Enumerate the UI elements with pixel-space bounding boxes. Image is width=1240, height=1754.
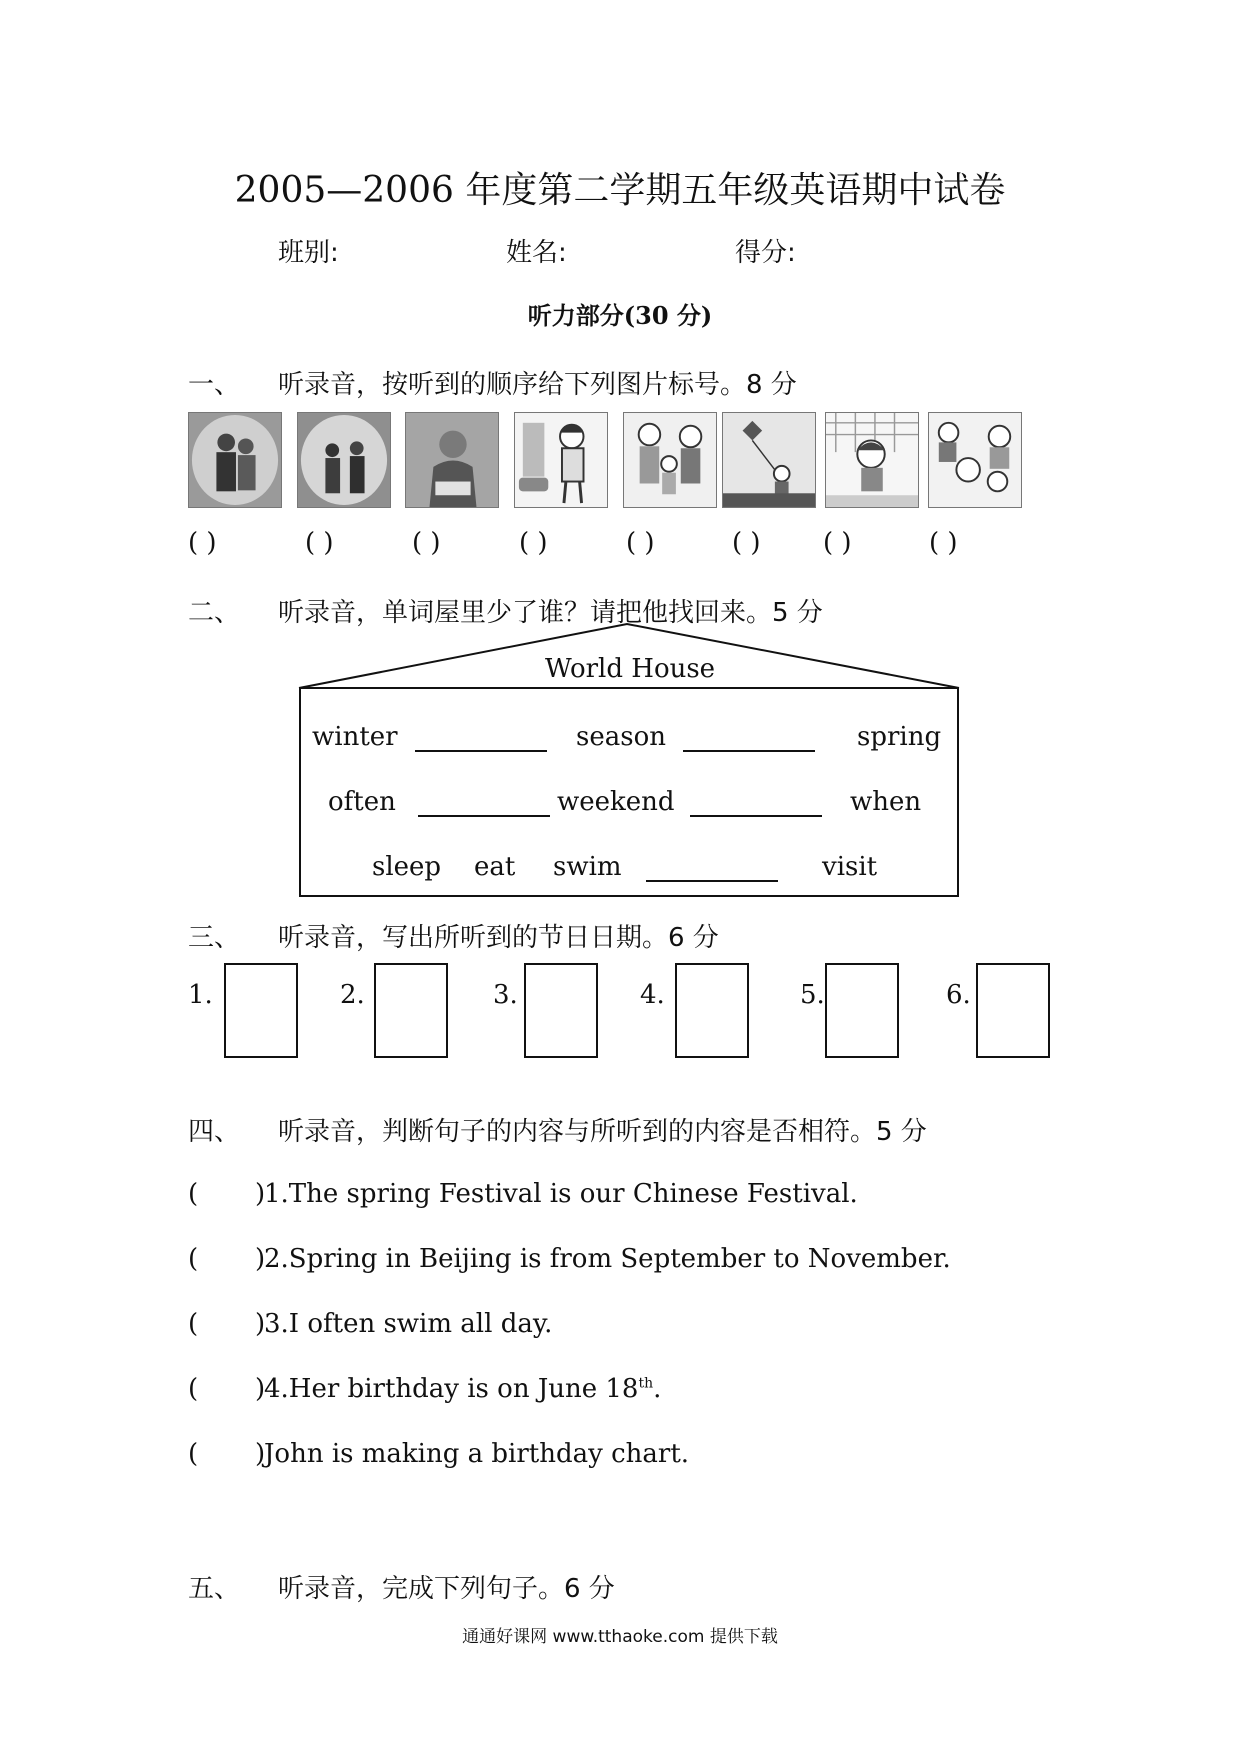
date-number-3: 3. xyxy=(493,980,518,1010)
statement-4-superscript: th xyxy=(638,1375,654,1392)
statement-close-paren: ) xyxy=(255,1439,266,1469)
date-box-5[interactable] xyxy=(825,963,899,1058)
date-box-3[interactable] xyxy=(524,963,598,1058)
date-box-6[interactable] xyxy=(976,963,1050,1058)
cartoon-children-icon xyxy=(928,412,1022,508)
word-blank[interactable] xyxy=(690,815,822,817)
section-1-instruction: 听录音，按听到的顺序给下列图片标号。8 分 xyxy=(278,370,797,400)
photo-couple-icon xyxy=(188,412,282,508)
word-spring: spring xyxy=(857,722,942,752)
word-blank[interactable] xyxy=(683,750,815,752)
date-number-4: 4. xyxy=(640,980,665,1010)
class-label: 班别: xyxy=(278,238,339,268)
date-box-4[interactable] xyxy=(675,963,749,1058)
cartoon-kite-icon xyxy=(722,412,816,508)
name-label: 姓名: xyxy=(506,238,567,268)
section-5-number: 五、 xyxy=(188,1574,241,1604)
score-label: 得分: xyxy=(735,238,796,268)
word-house-title: World House xyxy=(545,654,716,684)
photo-people-icon xyxy=(297,412,391,508)
word-season: season xyxy=(576,722,666,752)
word-swim: swim xyxy=(553,852,622,882)
statement-2: 2.Spring in Beijing is from September to November. xyxy=(264,1244,951,1274)
statement-open-paren: ( xyxy=(188,1309,199,1339)
word-when: when xyxy=(850,787,922,817)
answer-paren-8: ( ) xyxy=(929,528,958,558)
word-visit: visit xyxy=(822,852,878,882)
date-box-1[interactable] xyxy=(224,963,298,1058)
statement-open-paren: ( xyxy=(188,1244,199,1274)
statement-3: 3.I often swim all day. xyxy=(264,1309,553,1339)
date-number-5: 5. xyxy=(800,980,825,1010)
statement-4 xyxy=(264,1374,661,1404)
statement-4-text: 4.Her birthday is on June 18 xyxy=(264,1374,639,1404)
cartoon-girl-snow-icon xyxy=(825,412,919,508)
word-sleep: sleep xyxy=(372,852,442,882)
section-1-number: 一、 xyxy=(188,370,241,400)
statement-open-paren: ( xyxy=(188,1439,199,1469)
photo-girl-reading-icon xyxy=(405,412,499,508)
word-often: often xyxy=(328,787,396,817)
footer-watermark: 通通好课网 www.tthaoke.com 提供下载 xyxy=(462,1627,778,1647)
date-number-2: 2. xyxy=(340,980,365,1010)
section-2-number: 二、 xyxy=(188,598,241,628)
answer-paren-2: ( ) xyxy=(305,528,334,558)
statement-close-paren: ) xyxy=(255,1309,266,1339)
statement-close-paren: ) xyxy=(255,1244,266,1274)
answer-paren-5: ( ) xyxy=(626,528,655,558)
word-winter: winter xyxy=(312,722,398,752)
section-4-instruction: 听录音，判断句子的内容与所听到的内容是否相符。5 分 xyxy=(278,1117,927,1147)
date-number-6: 6. xyxy=(946,980,971,1010)
statement-5: John is making a birthday chart. xyxy=(264,1439,690,1469)
word-blank[interactable] xyxy=(415,750,547,752)
section-3-number: 三、 xyxy=(188,923,241,953)
answer-paren-3: ( ) xyxy=(412,528,441,558)
section-3-instruction: 听录音，写出所听到的节日日期。6 分 xyxy=(278,923,719,953)
section-2-instruction: 听录音，单词屋里少了谁？请把他找回来。5 分 xyxy=(278,598,823,628)
cartoon-girl-street-icon xyxy=(514,412,608,508)
page-title: 2005—2006 年度第二学期五年级英语期中试卷 xyxy=(234,170,1006,211)
word-blank[interactable] xyxy=(646,880,778,882)
cartoon-family-icon xyxy=(623,412,717,508)
statement-open-paren: ( xyxy=(188,1179,199,1209)
statement-open-paren: ( xyxy=(188,1374,199,1404)
date-box-2[interactable] xyxy=(374,963,448,1058)
section-4-number: 四、 xyxy=(188,1117,241,1147)
statement-close-paren: ) xyxy=(255,1374,266,1404)
word-weekend: weekend xyxy=(557,787,675,817)
answer-paren-7: ( ) xyxy=(823,528,852,558)
word-eat: eat xyxy=(474,852,516,882)
statement-4-period: . xyxy=(653,1374,662,1404)
section-subtitle: 听力部分(30 分) xyxy=(527,301,713,330)
answer-paren-4: ( ) xyxy=(519,528,548,558)
statement-close-paren: ) xyxy=(255,1179,266,1209)
answer-paren-6: ( ) xyxy=(732,528,761,558)
section-5-instruction: 听录音，完成下列句子。6 分 xyxy=(278,1574,615,1604)
word-blank[interactable] xyxy=(418,815,550,817)
date-number-1: 1. xyxy=(188,980,213,1010)
statement-1: 1.The spring Festival is our Chinese Festival. xyxy=(264,1179,858,1209)
answer-paren-1: ( ) xyxy=(188,528,217,558)
